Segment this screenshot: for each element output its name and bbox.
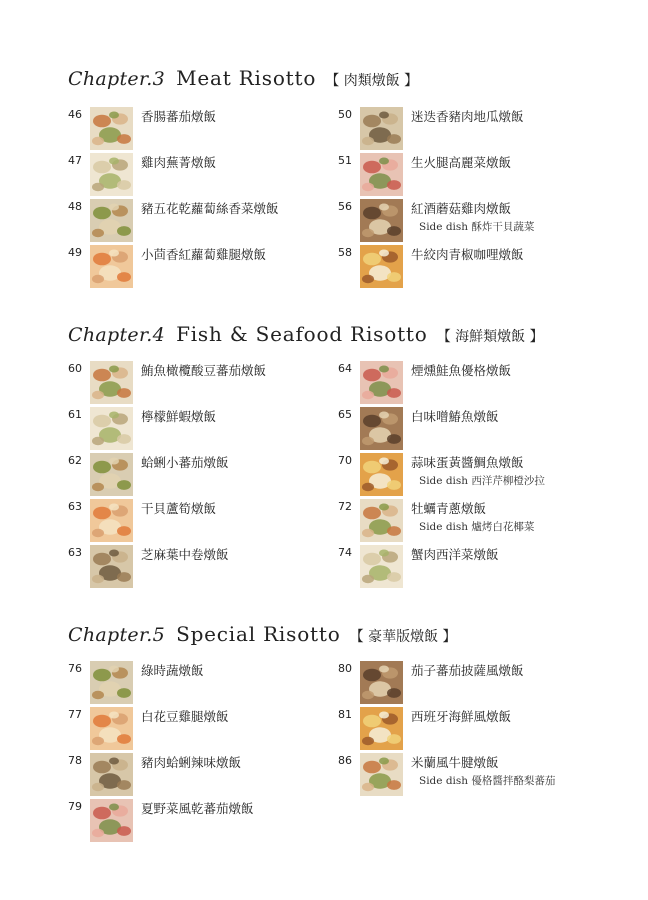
recipe-entry [338,545,598,589]
recipe-photo [90,199,133,242]
page-number: 47 [68,154,82,167]
recipe-photo [360,661,403,704]
recipe-photo [360,753,403,796]
page-number: 80 [338,662,352,675]
chapter-3-heading [68,66,418,90]
page-number: 50 [338,108,352,121]
recipe-title: 蟹肉西洋菜燉飯 [411,547,499,562]
recipe-title: 白花豆雞腿燉飯 [141,709,229,724]
page-number: 78 [68,754,82,767]
page-number: 86 [338,754,352,767]
recipe-entry [68,153,328,197]
chapter-title: Fish & Seafood Risotto [176,322,428,346]
recipe-photo [90,707,133,750]
recipe-entry [338,453,598,497]
recipe-photo [360,361,403,404]
recipe-photo [90,753,133,796]
recipe-photo [90,361,133,404]
recipe-title: 檸檬鮮蝦燉飯 [141,409,217,424]
page-number: 76 [68,662,82,675]
recipe-title: 米蘭風牛腱燉飯 [411,755,499,770]
page-number: 48 [68,200,82,213]
recipe-title: 牛絞肉青椒咖哩燉飯 [411,247,524,262]
recipe-photo [90,799,133,842]
recipe-entry [338,499,598,543]
recipe-entry [68,753,328,797]
recipe-title: 西班牙海鮮風燉飯 [411,709,512,724]
page-number: 46 [68,108,82,121]
recipe-photo [90,545,133,588]
recipe-photo [360,107,403,150]
recipe-title: 豬肉蛤蜊辣味燉飯 [141,755,242,770]
recipe-photo [90,153,133,196]
recipe-title: 生火腿高麗菜燉飯 [411,155,512,170]
recipe-entry [68,245,328,289]
recipe-title: 綠時蔬燉飯 [141,663,204,678]
page-number: 63 [68,546,82,559]
recipe-entry [68,453,328,497]
chapter-title: Special Risotto [176,622,341,646]
recipe-title: 紅酒蘑菇雞肉燉飯 [411,201,512,216]
recipe-entry [338,407,598,451]
recipe-title: 小茴香紅蘿蔔雞腿燉飯 [141,247,267,262]
chapter-title: Meat Risotto [176,66,317,90]
recipe-photo [360,407,403,450]
recipe-title: 鮪魚橄欖酸豆蕃茄燉飯 [141,363,267,378]
recipe-photo [360,707,403,750]
recipe-photo [90,499,133,542]
chapter-label: Chapter.3 [68,68,165,90]
recipe-entry [68,199,328,243]
page-number: 58 [338,246,352,259]
recipe-entry [68,107,328,151]
recipe-title: 雞肉蕪菁燉飯 [141,155,217,170]
chapter-subtitle: 【 豪華版燉飯 】 [349,629,457,645]
recipe-entry [68,361,328,405]
chapter-4-heading [68,322,544,346]
recipe-entry [338,361,598,405]
chapter-label: Chapter.5 [68,624,165,646]
page-number: 60 [68,362,82,375]
recipe-title: 香腸蕃茄燉飯 [141,109,217,124]
recipe-photo [360,545,403,588]
recipe-entry [338,707,598,751]
recipe-title: 夏野菜風乾蕃茄燉飯 [141,801,254,816]
recipe-photo [360,153,403,196]
recipe-title: 豬五花乾蘿蔔絲香菜燉飯 [141,201,279,216]
page-number: 61 [68,408,82,421]
page-number: 63 [68,500,82,513]
side-dish-note: Side dish 西洋芹柳橙沙拉 [419,475,545,487]
page-number: 77 [68,708,82,721]
recipe-title: 蒜味蛋黃醬鯛魚燉飯 [411,455,524,470]
recipe-entry [68,407,328,451]
chapter-subtitle: 【 肉類燉飯 】 [325,73,419,89]
recipe-photo [90,661,133,704]
side-dish-note: Side dish 酥炸干貝蔬菜 [419,221,535,233]
recipe-photo [90,407,133,450]
recipe-title: 干貝蘆筍燉飯 [141,501,217,516]
page-number: 70 [338,454,352,467]
chapter-subtitle: 【 海鮮類燉飯 】 [436,329,544,345]
recipe-entry [338,245,598,289]
recipe-photo [360,453,403,496]
recipe-photo [90,107,133,150]
side-dish-note: Side dish 優格醬拌酪梨蕃茄 [419,775,556,787]
page-number: 64 [338,362,352,375]
chapter-label: Chapter.4 [68,324,165,346]
page-number: 74 [338,546,352,559]
recipe-photo [360,499,403,542]
recipe-entry [338,753,598,797]
recipe-photo [90,245,133,288]
chapter-5-heading [68,622,457,646]
page-number: 49 [68,246,82,259]
side-dish-note: Side dish 爐烤白花椰菜 [419,521,535,533]
page-number: 56 [338,200,352,213]
page-number: 72 [338,500,352,513]
recipe-title: 煙燻鮭魚優格燉飯 [411,363,512,378]
recipe-title: 茄子蕃茄披薩風燉飯 [411,663,524,678]
recipe-entry [338,107,598,151]
page-number: 51 [338,154,352,167]
recipe-photo [90,453,133,496]
recipe-title: 白味噌鰆魚燉飯 [411,409,499,424]
page-number: 79 [68,800,82,813]
page-number: 65 [338,408,352,421]
recipe-entry [338,661,598,705]
recipe-entry [68,707,328,751]
recipe-title: 牡蠣青蔥燉飯 [411,501,487,516]
recipe-entry [68,499,328,543]
recipe-entry [338,199,598,243]
page-number: 62 [68,454,82,467]
recipe-entry [68,661,328,705]
recipe-entry [338,153,598,197]
recipe-title: 蛤蜊小蕃茄燉飯 [141,455,229,470]
recipe-title: 芝麻葉中卷燉飯 [141,547,229,562]
recipe-title: 迷迭香豬肉地瓜燉飯 [411,109,524,124]
recipe-entry [68,545,328,589]
recipe-photo [360,199,403,242]
page-number: 81 [338,708,352,721]
recipe-entry [68,799,328,843]
recipe-photo [360,245,403,288]
